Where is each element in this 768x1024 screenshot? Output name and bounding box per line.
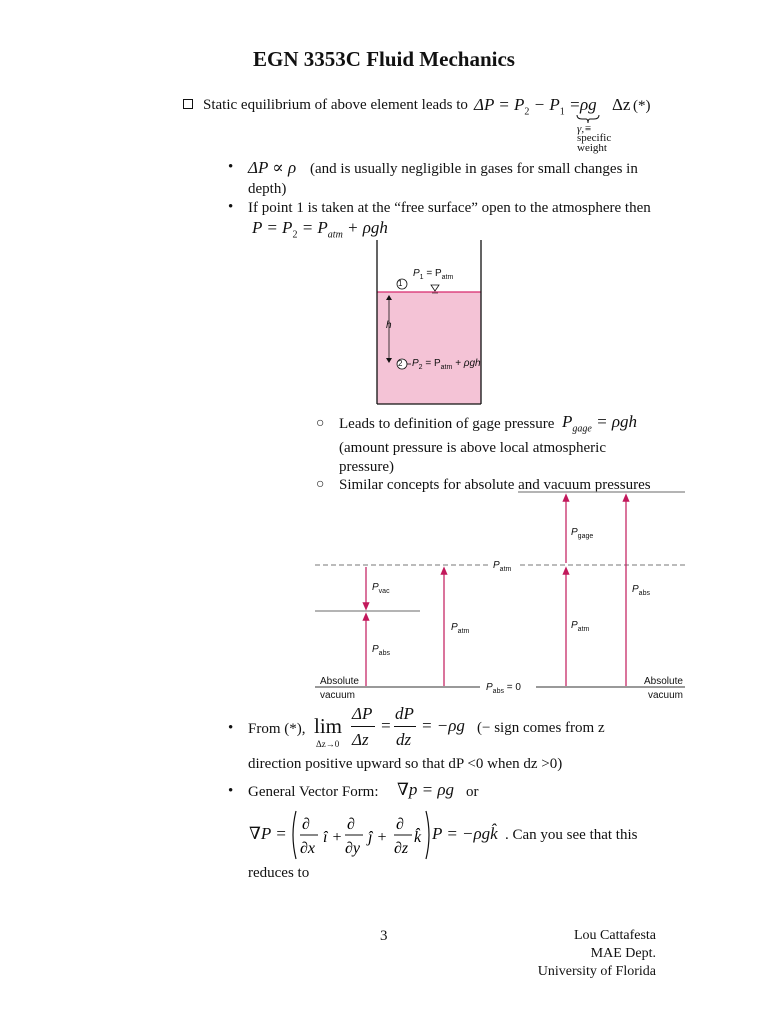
- gage-eq-a: P: [562, 412, 573, 431]
- svg-text:∂: ∂: [302, 816, 310, 833]
- bullet2-equation: [252, 218, 388, 240]
- gamma-note-weight: weight: [577, 142, 607, 154]
- p-abs-zero-label: [486, 682, 521, 695]
- svg-text:ĵ +: ĵ +: [368, 829, 388, 846]
- svg-text:∂z: ∂z: [394, 840, 409, 857]
- p2-eq: = P: [425, 358, 441, 369]
- limit-lim: lim: [314, 714, 343, 738]
- p-abs-right-p: P: [632, 584, 639, 595]
- footer-dept: MAE Dept.: [590, 946, 656, 961]
- p2-label: [412, 358, 481, 371]
- p2-p: P: [412, 358, 419, 369]
- b2-eq-sub2: 2: [292, 229, 298, 241]
- p-gage-p: P: [571, 527, 578, 538]
- b2-eq-sub-atm: atm: [327, 229, 343, 241]
- svg-text:∂y: ∂y: [345, 840, 361, 857]
- limit-frac-bar1: [351, 726, 375, 727]
- b2-eq-a: P = P: [252, 218, 293, 237]
- circle-bullet-icon: ○: [316, 477, 325, 492]
- eq-dp-lhs: ΔP = P: [474, 95, 525, 114]
- sub-bullet1-text: Leads to definition of gage pressure: [339, 416, 555, 432]
- limit-eq2: = −ρg: [421, 716, 465, 735]
- p-atm-line-p: P: [493, 560, 500, 571]
- tank-liquid: [377, 292, 481, 404]
- height-label: h: [386, 320, 392, 331]
- gage-eq-b: = ρgh: [591, 412, 637, 431]
- p-vac-label: [372, 582, 390, 595]
- p-abs-zero-p: P: [486, 682, 493, 693]
- point1-number: 1: [398, 279, 403, 288]
- svg-text:k̂: k̂: [414, 829, 422, 846]
- bullet-dot-icon: •: [228, 159, 234, 175]
- p-gage-label: [571, 527, 593, 540]
- eq-dz: Δz: [612, 95, 631, 114]
- sub-bullet1-note-cont: pressure): [339, 459, 394, 475]
- limit-lim-sub: Δz→0: [316, 739, 340, 749]
- svg-text:∂: ∂: [347, 816, 355, 833]
- free-surface-triangle-icon: [431, 285, 439, 291]
- limit-den2: dz: [396, 730, 412, 749]
- p-abs-right-sub: abs: [638, 590, 650, 597]
- static-eq-lead: Static equilibrium of above element leads to: [203, 97, 468, 113]
- p-atm-right-sub: atm: [577, 626, 590, 633]
- b2-eq-c: + ρgh: [342, 218, 388, 237]
- p-abs-left-p: P: [372, 644, 379, 655]
- vector-rhs: P = −ρgk̂: [432, 824, 498, 843]
- abs-vac-right-label-1: Absolute: [644, 676, 683, 687]
- eq-minus-p1: − P: [529, 95, 560, 114]
- bullet1-equation: ΔP ∝ ρ: [248, 158, 297, 177]
- p1-eq: = P: [426, 268, 442, 279]
- abs-vac-left-label-1: Absolute: [320, 676, 359, 687]
- page-number: 3: [380, 928, 388, 944]
- abs-vac-right-label-2: vacuum: [648, 690, 684, 701]
- sub-bullet1-note: (amount pressure is above local atmospheric: [339, 440, 606, 456]
- p-atm-line-sub: atm: [499, 566, 512, 573]
- p-abs-left-label: [372, 644, 390, 657]
- eq-equals: =: [564, 95, 581, 114]
- limit-frac-bar2: [394, 726, 416, 727]
- eq-rho-g: ρg: [580, 95, 597, 114]
- bullet2-text: If point 1 is taken at the “free surface” open to the atmosphere then: [248, 200, 651, 216]
- eq-p1-sub: 1: [559, 106, 565, 118]
- limit-note-cont: direction positive upward so that dP <0 when dz >0): [248, 756, 563, 772]
- p-abs-right-label: [632, 584, 650, 597]
- p-atm-right-label: [571, 620, 589, 633]
- eq-p2-sub: 2: [524, 106, 530, 118]
- footer-author: Lou Cattafesta: [573, 928, 656, 943]
- eq-star-marker: (*): [633, 98, 651, 114]
- bullet-dot-icon: •: [228, 720, 234, 736]
- vector-eq: ∇p = ρg: [397, 780, 455, 799]
- gage-equation: [562, 412, 637, 434]
- limit-lead: From (*),: [248, 721, 306, 737]
- p-atm-right-p: P: [571, 620, 578, 631]
- limit-note: (− sign comes from z: [477, 720, 605, 736]
- limit-num1: ΔP: [352, 704, 373, 723]
- page-title: EGN 3353C Fluid Mechanics: [253, 47, 515, 71]
- bullet1-text-cont: depth): [248, 181, 287, 197]
- vector-tail: . Can you see that this: [505, 827, 638, 843]
- b2-eq-b: = P: [297, 218, 328, 237]
- svg-text:î +: î +: [323, 829, 343, 846]
- static-equation: [474, 95, 581, 117]
- p1-label: [413, 268, 453, 281]
- gamma-label: γ,≡: [577, 123, 592, 135]
- sub-bullet2-text: Similar concepts for absolute and vacuum pressures: [339, 477, 651, 493]
- checkbox-bullet-icon: [183, 99, 193, 109]
- bullet-dot-icon: •: [228, 783, 234, 799]
- gage-eq-sub: gage: [572, 423, 592, 435]
- p-abs-zero-sub: abs: [492, 688, 504, 695]
- abs-vac-left-label-2: vacuum: [320, 690, 356, 701]
- point2-number: 2: [398, 359, 403, 368]
- p-atm-mid-p: P: [451, 622, 458, 633]
- p-abs-left-sub: abs: [378, 650, 390, 657]
- p2-sub: 2: [418, 364, 423, 371]
- bullet-dot-icon: •: [228, 199, 234, 215]
- p-atm-line-label: [493, 560, 511, 573]
- vector-lead: General Vector Form:: [248, 784, 379, 800]
- p-vac-sub: vac: [378, 588, 390, 595]
- vector-last: reduces to: [248, 865, 310, 881]
- p-vac-p: P: [372, 582, 379, 593]
- gamma-note-specific: specific: [577, 132, 612, 144]
- vector-lhs: ∇P =: [249, 824, 287, 843]
- p1-sub: 1: [419, 274, 424, 281]
- svg-text:∂: ∂: [396, 816, 404, 833]
- p-gage-sub: gage: [577, 533, 594, 540]
- p2-atm: atm: [440, 364, 453, 371]
- p2-tail: + ρgh: [455, 358, 481, 369]
- svg-text:∂x: ∂x: [300, 840, 316, 857]
- footer-university: University of Florida: [537, 964, 656, 979]
- limit-eq1: =: [380, 716, 392, 735]
- p1-p: P: [413, 268, 420, 279]
- p-atm-mid-label: [451, 622, 469, 635]
- bullet1-text: (and is usually negligible in gases for small changes in: [310, 161, 638, 177]
- p-abs-zero-eq: = 0: [506, 682, 521, 693]
- limit-num2: dP: [395, 704, 414, 723]
- vector-or: or: [466, 784, 479, 800]
- p-atm-mid-sub: atm: [457, 628, 470, 635]
- p1-atm: atm: [441, 274, 454, 281]
- vector-operator-expression: [290, 809, 440, 861]
- circle-bullet-icon: ○: [316, 416, 325, 431]
- limit-den1: Δz: [352, 730, 369, 749]
